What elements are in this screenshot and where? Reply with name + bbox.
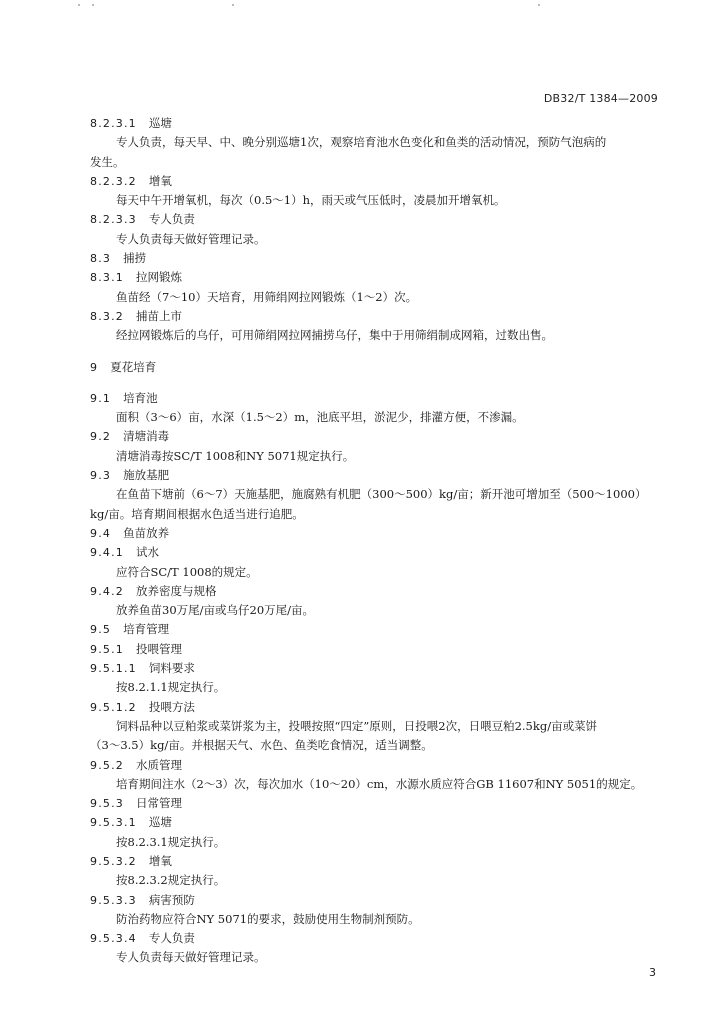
section-title: 夏花培育 (110, 359, 157, 374)
paragraph-text: kg/亩。培育期间根据水色适当进行追肥。 (90, 506, 304, 521)
section-title: 专人负责 (148, 212, 195, 227)
section-heading (90, 794, 660, 813)
paragraph-text: 专人负责每天做好管理记录。 (116, 231, 266, 246)
section-title: 增氧 (148, 853, 172, 868)
paragraph-line (90, 288, 660, 307)
section-number: 9 (90, 360, 99, 374)
section-title: 日常管理 (136, 796, 182, 811)
section-title: 投喂方法 (148, 699, 195, 714)
section-title: 饲料要求 (148, 661, 195, 676)
paragraph-line (90, 871, 660, 890)
section-heading (90, 114, 660, 133)
paragraph-line (90, 505, 660, 524)
section-heading (90, 756, 660, 775)
section-heading (90, 524, 660, 543)
section-number: 9.4.1 (90, 546, 124, 560)
paragraph-text: 放养鱼苗30万尾/亩或乌仔20万尾/亩。 (116, 603, 315, 618)
section-title: 病害预防 (148, 892, 195, 907)
section-number: 9.5.1 (90, 642, 124, 656)
section-number: 8.3.1 (90, 271, 124, 285)
section-title: 水质管理 (136, 757, 182, 772)
document-body (90, 114, 660, 968)
paragraph-line (90, 326, 660, 345)
paragraph-text: 防治药物应符合NY 5071的要求，鼓励使用生物制剂预防。 (116, 911, 420, 926)
paragraph-text: 每天中午开增氧机，每次（0.5～1）h，雨天或气压低时，凌晨加开增氧机。 (116, 193, 506, 208)
paragraph-text: 按8.2.3.2规定执行。 (116, 873, 226, 888)
section-heading (90, 268, 660, 287)
section-heading (90, 929, 660, 948)
section-number: 9.1 (90, 391, 112, 405)
section-number: 8.2.3.1 (90, 117, 137, 130)
paragraph-text: 发生。 (90, 154, 125, 169)
section-heading (90, 659, 660, 678)
section-heading (90, 640, 660, 659)
paragraph-text: 专人负责，每天早、中、晚分别巡塘1次，观察培育池水色变化和鱼类的活动情况，预防气泡病的 (116, 135, 607, 150)
scan-artifact (78, 4, 80, 6)
scan-artifact (232, 4, 234, 6)
section-heading (90, 249, 660, 268)
section-title: 增氧 (148, 173, 172, 188)
section-heading (90, 852, 660, 871)
section-number: 9.5.1.1 (90, 662, 137, 676)
section-number: 9.5.3 (90, 797, 124, 811)
section-number: 9.5.3.3 (90, 893, 137, 907)
paragraph-text: 应符合SC/T 1008的规定。 (116, 564, 258, 579)
section-title: 捕苗上市 (136, 308, 182, 323)
paragraph-text: 经拉网锻炼后的乌仔，可用筛绢网拉网捕捞乌仔，集中于用筛绢制成网箱，过数出售。 (116, 328, 553, 343)
paragraph-text: 培育期间注水（2～3）次，每次加水（10～20）cm，水源水质应符合GB 11607和NY 5051的规定。 (116, 776, 643, 791)
paragraph-line (90, 910, 660, 929)
page-number: 3 (649, 966, 656, 979)
section-number: 9.5.3.2 (90, 854, 137, 868)
paragraph-line (90, 133, 660, 152)
section-title: 试水 (136, 545, 159, 560)
section-title: 施放基肥 (123, 468, 170, 483)
paragraph-line (90, 230, 660, 249)
section-heading (90, 210, 660, 229)
paragraph-text: 清塘消毒按SC/T 1008和NY 5071规定执行。 (116, 448, 355, 463)
section-title: 鱼苗放养 (123, 525, 170, 540)
section-heading (90, 620, 660, 639)
scan-artifact (92, 4, 94, 6)
section-title: 培育管理 (123, 622, 170, 637)
paragraph-line (90, 601, 660, 620)
section-heading (90, 307, 660, 326)
section-heading (90, 582, 660, 601)
paragraph-line (90, 485, 660, 504)
section-title: 专人负责 (148, 931, 195, 946)
section-number: 8.3 (90, 252, 112, 266)
paragraph-line (90, 775, 660, 794)
section-heading (90, 698, 660, 717)
section-heading (90, 172, 660, 191)
section-heading (90, 358, 660, 377)
section-number: 9.5.3.4 (90, 932, 137, 946)
section-heading (90, 891, 660, 910)
standard-code: DB32/T 1384—2009 (543, 92, 658, 105)
section-number: 9.5.3.1 (90, 816, 137, 830)
paragraph-text: （3～3.5）kg/亩。并根据天气、水色、鱼类吃食情况，适当调整。 (90, 738, 433, 753)
section-number: 9.3 (90, 469, 112, 483)
section-heading (90, 466, 660, 485)
section-title: 拉网锻炼 (136, 270, 182, 285)
paragraph-text: 按8.2.3.1规定执行。 (116, 834, 226, 849)
paragraph-line (90, 833, 660, 852)
section-gap (90, 377, 660, 389)
section-title: 投喂管理 (136, 641, 182, 656)
section-number: 9.2 (90, 430, 112, 444)
section-title: 清塘消毒 (123, 429, 170, 444)
paragraph-line (90, 948, 660, 967)
section-number: 9.4 (90, 526, 112, 540)
section-title: 培育池 (123, 390, 158, 405)
paragraph-line (90, 678, 660, 697)
section-number: 9.5 (90, 623, 112, 637)
section-number: 9.5.2 (90, 758, 124, 772)
section-gap (90, 346, 660, 358)
section-title: 放养密度与规格 (136, 583, 217, 598)
paragraph-line (90, 191, 660, 210)
section-heading (90, 389, 660, 408)
section-number: 8.2.3.3 (90, 213, 137, 227)
scan-artifact (538, 4, 540, 6)
section-title: 巡塘 (148, 815, 172, 830)
section-number: 9.5.1.2 (90, 700, 137, 714)
section-number: 8.2.3.2 (90, 174, 137, 188)
paragraph-line (90, 736, 660, 755)
paragraph-text: 面积（3～6）亩，水深（1.5～2）m，池底平坦，淤泥少，排灌方便，不渗漏。 (116, 410, 524, 425)
paragraph-text: 按8.2.1.1规定执行。 (116, 680, 226, 695)
section-heading (90, 813, 660, 832)
paragraph-text: 饲料品种以豆粕浆或菜饼浆为主，投喂按照“四定”原则，日投喂2次，日喂豆粕2.5kg/亩或菜饼 (116, 718, 598, 733)
paragraph-line (90, 717, 660, 736)
section-number: 9.4.2 (90, 584, 124, 598)
paragraph-line (90, 408, 660, 427)
paragraph-line (90, 153, 660, 172)
paragraph-text: 鱼苗经（7～10）天培育，用筛绢网拉网锻炼（1～2）次。 (116, 289, 418, 304)
section-heading (90, 543, 660, 562)
section-heading (90, 427, 660, 446)
section-number: 8.3.2 (90, 309, 124, 323)
section-title: 捕捞 (123, 251, 147, 266)
paragraph-line (90, 447, 660, 466)
section-title: 巡塘 (148, 116, 172, 130)
paragraph-text: 在鱼苗下塘前（6～7）天施基肥，施腐熟有机肥（300～500）kg/亩；新开池可增加至（500～1000） (116, 487, 647, 502)
paragraph-line (90, 563, 660, 582)
paragraph-text: 专人负责每天做好管理记录。 (116, 950, 266, 965)
